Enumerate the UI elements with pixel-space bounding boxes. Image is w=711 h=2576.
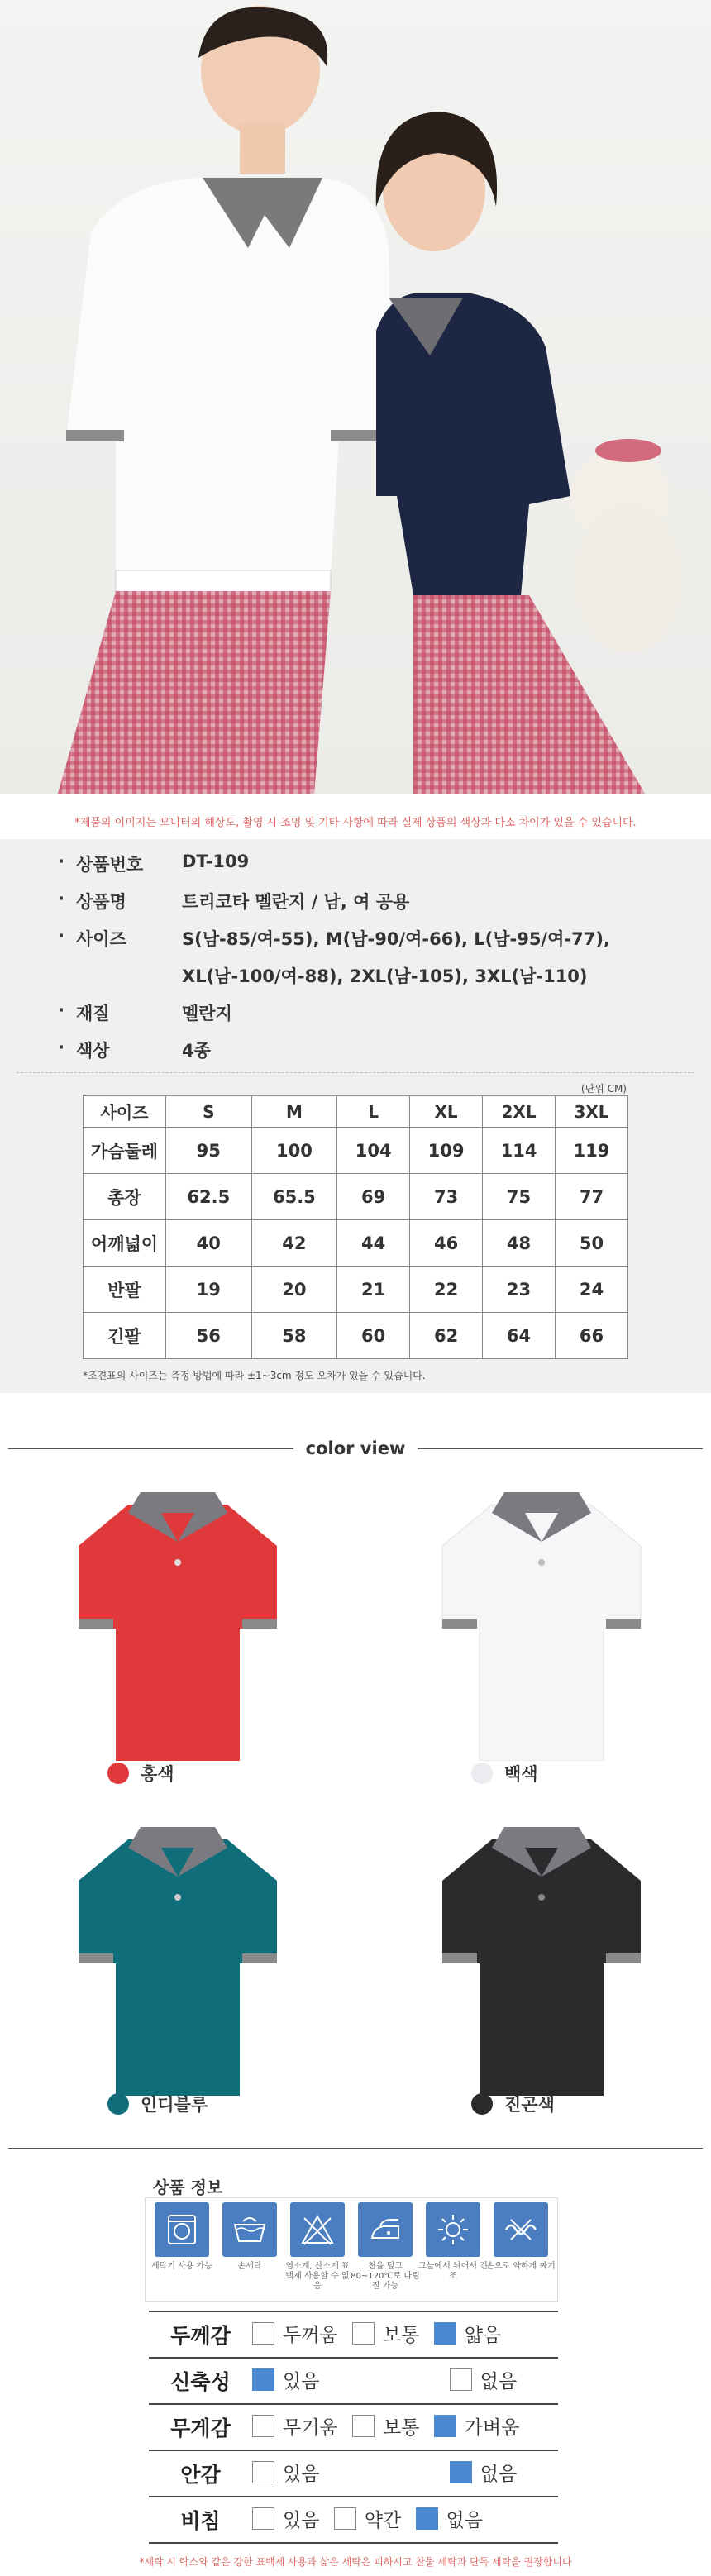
- color-disclaimer: *제품의 이미지는 모니터의 해상도, 촬영 시 조명 및 기타 사항에 따라 실제 상품의 색상과 다소 차이가 있을 수 있습니다.: [74, 817, 637, 829]
- care-item: 그늘에서 뉘어서 건조: [418, 2197, 488, 2297]
- shirt-red: [70, 1480, 285, 1761]
- shirt-white: [434, 1480, 649, 1761]
- attr-row-elasticity: 신축성 있음 없음: [149, 2358, 558, 2404]
- size-note: *조견표의 사이즈는 측정 방법에 따라 ±1~3cm 정도 오차가 있을 수 있습니다.: [83, 1370, 426, 1381]
- checkbox-checked: [434, 2415, 456, 2437]
- spec-row-product-no: · 상품번호 DT-109: [58, 852, 250, 875]
- iron-icon: [358, 2202, 413, 2257]
- spec-row-product-name: · 상품명 트리코타 멜란지 / 남, 여 공용: [58, 889, 410, 912]
- swatch-indi-blue: 인디블루: [107, 2092, 208, 2116]
- checkbox-checked: [434, 2322, 456, 2345]
- spec-row-colors: · 색상 4종: [58, 1038, 211, 1061]
- checkbox: [252, 2507, 274, 2530]
- color-dot: [107, 1763, 129, 1784]
- checkbox-checked: [416, 2507, 438, 2530]
- washing-note: *세탁 시 락스와 같은 강한 표백제 사용과 삶은 세탁은 피하시고 찬물 세탁과 단독 세탁을 권장합니다: [139, 2556, 572, 2568]
- care-item: 손세탁: [215, 2197, 284, 2297]
- checkbox: [252, 2415, 274, 2437]
- shade-dry-icon: [426, 2202, 480, 2257]
- divider-line: [8, 1448, 293, 1449]
- checkbox: [252, 2461, 274, 2483]
- attr-row-thickness: 두께감 두꺼움 보통 얇음: [149, 2311, 558, 2358]
- no-bleach-icon: [290, 2202, 345, 2257]
- hero-photo: [0, 0, 711, 794]
- checkbox: [352, 2322, 375, 2345]
- care-item: 천을 덮고 80~120℃로 다림질 가능: [351, 2197, 420, 2297]
- color-dot: [107, 2093, 129, 2115]
- checkbox: [252, 2322, 274, 2345]
- color-view-title: color view: [305, 1438, 406, 1458]
- swatch-red: 홍색: [107, 1761, 174, 1786]
- attr-row-weight: 무게감 무거움 보통 가벼움: [149, 2404, 558, 2450]
- care-item: 염소계, 산소계 표백제 사용할 수 없음: [283, 2197, 352, 2297]
- table-row: 어깨넓이 40 42 44 46 48 50: [84, 1220, 628, 1267]
- divider-line: [8, 2148, 703, 2149]
- divider-line: [418, 1448, 703, 1449]
- checkbox-checked: [450, 2461, 472, 2483]
- checkbox: [334, 2507, 356, 2530]
- shirt-navy: [434, 1815, 649, 2096]
- product-info-title: 상품 정보: [153, 2178, 223, 2197]
- shirt-indi-blue: [70, 1815, 285, 2096]
- checkbox: [450, 2368, 472, 2391]
- spec-row-sizes: · 사이즈 S(남-85/여-55), M(남-90/여-66), L(남-95/여-77),: [58, 926, 610, 949]
- color-dot: [471, 1763, 493, 1784]
- spec-divider: [17, 1072, 694, 1073]
- table-row: 반팔 19 20 21 22 23 24: [84, 1267, 628, 1313]
- attr-row-see-through: 비침 있음 약간 없음: [149, 2497, 558, 2543]
- swatch-navy: 진곤색: [471, 2092, 555, 2116]
- female-model: [376, 112, 682, 794]
- size-unit: (단위 CM): [580, 1083, 627, 1095]
- table-row: 가슴둘레 95 100 104 109 114 119: [84, 1128, 628, 1174]
- swatch-white: 백색: [471, 1761, 538, 1786]
- checkbox-checked: [252, 2368, 274, 2391]
- table-row: 긴팔 56 58 60 62 64 66: [84, 1313, 628, 1359]
- color-dot: [471, 2093, 493, 2115]
- checkbox: [352, 2415, 375, 2437]
- gentle-wring-icon: [494, 2202, 548, 2257]
- size-table-header: 사이즈 S M L XL 2XL 3XL: [84, 1096, 628, 1128]
- washing-machine-icon: [155, 2202, 209, 2257]
- attr-row-lining: 안감 있음 없음: [149, 2450, 558, 2497]
- size-table: [83, 1095, 628, 1359]
- care-item: 세탁기 사용 가능: [147, 2197, 217, 2297]
- care-item: 손으로 약하게 짜기: [486, 2197, 556, 2297]
- spec-row-sizes-cont: XL(남-100/여-88), 2XL(남-105), 3XL(남-110): [182, 966, 588, 986]
- male-model: [58, 6, 393, 794]
- hand-wash-icon: [222, 2202, 277, 2257]
- fabric-attributes-table: [149, 2311, 558, 2544]
- spec-row-material: · 재질 멜란지: [58, 1000, 232, 1023]
- table-row: 총장 62.5 65.5 69 73 75 77: [84, 1174, 628, 1220]
- models-illustration: [0, 0, 711, 794]
